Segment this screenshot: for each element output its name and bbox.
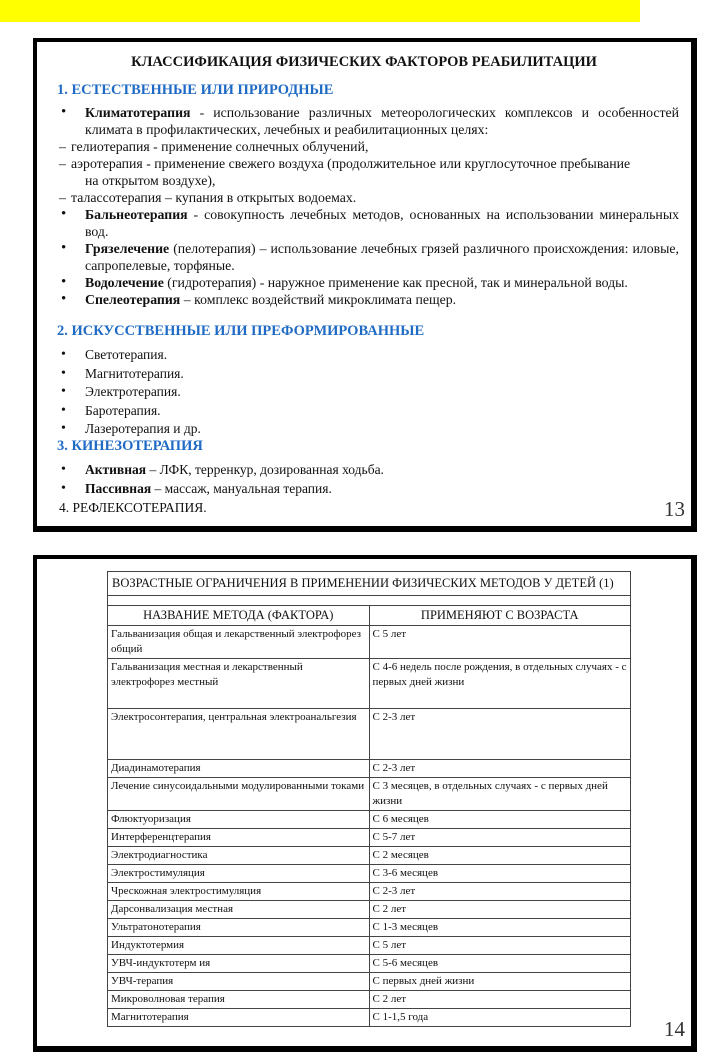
page-number: 13: [664, 497, 685, 521]
age-cell: С первых дней жизни: [369, 973, 631, 991]
table-row: [108, 883, 631, 901]
method-cell: Интерференцтерапия: [108, 829, 370, 847]
table-row: [108, 659, 631, 709]
table-row: [108, 829, 631, 847]
list-item: • Электротерапия.: [57, 383, 679, 402]
table-row: [108, 937, 631, 955]
method-cell: Лечение синусоидальными модулированными токами: [108, 778, 370, 811]
table-row: [108, 847, 631, 865]
list-item-balneotherapy: • Бальнеотерапия - совокупность лечебных методов, основанных на использовании минеральных вод.: [57, 206, 679, 240]
list-item-active: • Активная – ЛФК, терренкур, дозированная ходьба.: [57, 461, 679, 480]
list-item-passive: • Пассивная – массаж, мануальная терапия.: [57, 480, 679, 499]
table-row: [108, 901, 631, 919]
age-cell: С 2 лет: [369, 991, 631, 1009]
age-cell: С 1-1,5 года: [369, 1009, 631, 1027]
method-cell: Индуктотермия: [108, 937, 370, 955]
table-caption: ВОЗРАСТНЫЕ ОГРАНИЧЕНИЯ В ПРИМЕНЕНИИ ФИЗИЧЕСКИХ МЕТОДОВ У ДЕТЕЙ (1): [108, 572, 631, 596]
table-row: [108, 991, 631, 1009]
list-item-hydrotherapy: • Водолечение (гидротерапия) - наружное применение как пресной, так и минеральной воды.: [57, 274, 679, 291]
column-header-method: НАЗВАНИЕ МЕТОДА (ФАКТОРА): [108, 606, 370, 626]
list-item-thalassotherapy: – талассотерапия – купания в открытых водоемах.: [57, 189, 679, 206]
natural-factors-list: [57, 104, 679, 308]
age-cell: С 5-7 лет: [369, 829, 631, 847]
table-spacer: [108, 596, 631, 606]
method-cell: Флюктуоризация: [108, 811, 370, 829]
method-cell: Дарсонвализация местная: [108, 901, 370, 919]
method-cell: Микроволновая терапия: [108, 991, 370, 1009]
table-row: [108, 865, 631, 883]
list-item: • Баротерапия.: [57, 402, 679, 421]
list-item-mud-therapy: • Грязелечение (пелотерапия) – использование лечебных грязей различного происхождения: иловые, сапропелевые, торфяные.: [57, 240, 679, 274]
section-reflexotherapy: 4. РЕФЛЕКСОТЕРАПИЯ.: [59, 500, 207, 515]
age-cell: С 5 лет: [369, 937, 631, 955]
slide-14: [33, 555, 697, 1052]
age-cell: С 2-3 лет: [369, 883, 631, 901]
age-cell: С 2-3 лет: [369, 709, 631, 760]
table-row: [108, 760, 631, 778]
age-cell: С 5 лет: [369, 626, 631, 659]
table-row: [108, 778, 631, 811]
method-cell: Электродиагностика: [108, 847, 370, 865]
age-cell: С 3 месяцев, в отдельных случаях - с первых дней жизни: [369, 778, 631, 811]
age-cell: С 6 месяцев: [369, 811, 631, 829]
list-item-speleotherapy: • Спелеотерапия – комплекс воздействий микроклимата пещер.: [57, 291, 679, 308]
slide-title: КЛАССИФИКАЦИЯ ФИЗИЧЕСКИХ ФАКТОРОВ РЕАБИЛИТАЦИИ: [131, 54, 597, 70]
list-item-aerotherapy-cont: на открытом воздухе),: [85, 173, 216, 188]
slide-13: [33, 38, 697, 532]
age-cell: С 2 лет: [369, 901, 631, 919]
method-cell: УВЧ-терапия: [108, 973, 370, 991]
table-row: [108, 919, 631, 937]
yellow-top-bar: [0, 0, 640, 22]
table-row: [108, 973, 631, 991]
table-row: [108, 1009, 631, 1027]
table-row: [108, 811, 631, 829]
method-cell: Чрескожная электростимуляция: [108, 883, 370, 901]
age-cell: С 2-3 лет: [369, 760, 631, 778]
table-row: [108, 955, 631, 973]
age-cell: С 4-6 недель после рождения, в отдельных случаях - с первых дней жизни: [369, 659, 631, 709]
age-cell: С 5-6 месяцев: [369, 955, 631, 973]
table-row: [108, 626, 631, 659]
list-item: • Лазеротерапия и др.: [57, 420, 679, 439]
list-item-aerotherapy: – аэротерапия - применение свежего воздуха (продолжительное или круглосуточное пребывание: [57, 155, 679, 172]
age-cell: С 3-6 месяцев: [369, 865, 631, 883]
page-number: 14: [664, 1017, 685, 1041]
list-item-heliotherapy: – гелиотерапия - применение солнечных облучений,: [57, 138, 679, 155]
artificial-factors-list: [57, 346, 679, 439]
method-cell: Гальванизация общая и лекарственный электрофорез общий: [108, 626, 370, 659]
method-cell: Магнитотерапия: [108, 1009, 370, 1027]
method-cell: Ультратонотерапия: [108, 919, 370, 937]
method-cell: Электростимуляция: [108, 865, 370, 883]
list-item-climatotherapy: • Климатотерапия - использование различных метеорологических комплексов и особенностей климата в профилактических, лечебных и реабилитационных целях:: [57, 104, 679, 138]
method-cell: УВЧ-индуктотерм ия: [108, 955, 370, 973]
age-cell: С 1-3 месяцев: [369, 919, 631, 937]
age-restrictions-table: [107, 571, 631, 1027]
section-heading-artificial: 2. ИСКУССТВЕННЫЕ ИЛИ ПРЕФОРМИРОВАННЫЕ: [57, 323, 425, 339]
section-heading-natural: 1. ЕСТЕСТВЕННЫЕ ИЛИ ПРИРОДНЫЕ: [57, 82, 334, 98]
method-cell: Гальванизация местная и лекарственный электрофорез местный: [108, 659, 370, 709]
section-heading-kinesitherapy: 3. КИНЕЗОТЕРАПИЯ: [57, 438, 203, 454]
method-cell: Электросонтерапия, центральная электроанальгезия: [108, 709, 370, 760]
list-item: • Магнитотерапия.: [57, 365, 679, 384]
column-header-age: ПРИМЕНЯЮТ С ВОЗРАСТА: [369, 606, 631, 626]
method-cell: Диадинамотерапия: [108, 760, 370, 778]
age-cell: С 2 месяцев: [369, 847, 631, 865]
kinesitherapy-list: [57, 461, 679, 498]
list-item: • Светотерапия.: [57, 346, 679, 365]
table-row: [108, 709, 631, 760]
